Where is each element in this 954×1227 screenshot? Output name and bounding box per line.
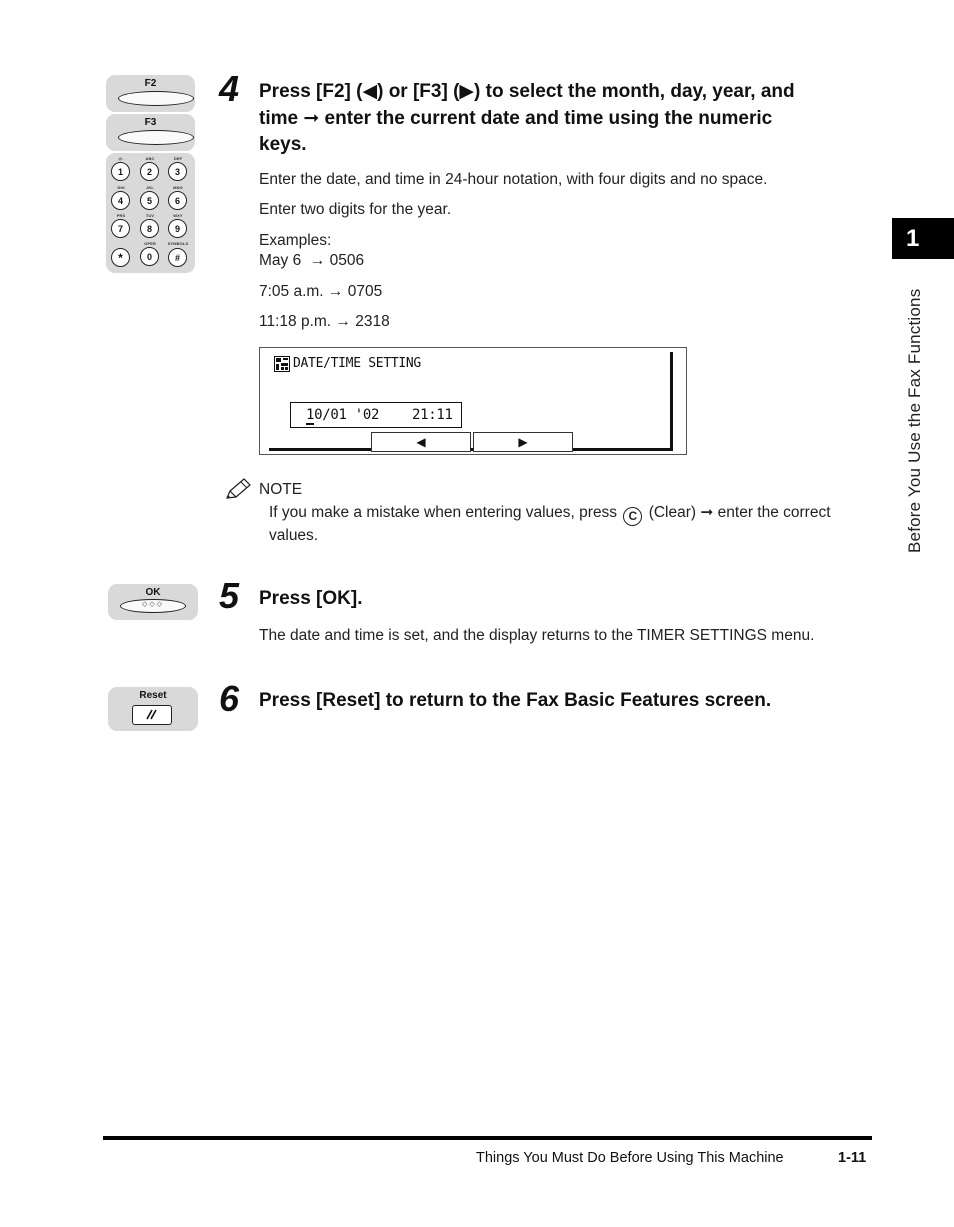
- page-number: 1-11: [838, 1150, 867, 1166]
- fax-icon: [274, 356, 290, 372]
- reset-key-button: [132, 705, 172, 725]
- step-6-heading: Press [Reset] to return to the Fax Basic Features screen.: [259, 690, 772, 711]
- chapter-title-vertical: Before You Use the Fax Functions: [905, 288, 924, 553]
- step-4-heading-line-2: time ➞ enter the current date and time using the numeric: [259, 107, 773, 129]
- step-6-number: 6: [219, 678, 240, 719]
- key-2: 2: [140, 162, 159, 181]
- reset-key-label: Reset: [139, 690, 167, 701]
- key-1-letters: @.: [118, 156, 124, 161]
- date-time-entry-field: [290, 402, 462, 428]
- step-4-heading: [259, 79, 879, 159]
- key-0: 0: [140, 247, 159, 266]
- lcd-right-arrow-button: ▶: [473, 432, 573, 452]
- footer-title: Things You Must Do Before Using This Machine: [476, 1150, 784, 1166]
- lcd-display-screenshot: [259, 347, 687, 455]
- note-text-after: (Clear) ➞ enter the correct: [648, 504, 831, 521]
- step-4-para-1: Enter the date, and time in 24-hour notation, with four digits and no space.: [259, 171, 768, 188]
- key-9-letters: WXY: [173, 213, 183, 218]
- examples-label: Examples:: [259, 232, 332, 249]
- f2-key-label: F2: [144, 78, 157, 89]
- ok-key-label: OK: [145, 587, 161, 598]
- f2-key-panel: [106, 75, 195, 112]
- reset-key-panel: [108, 687, 198, 731]
- key-2-letters: ABC: [145, 156, 155, 161]
- key-8: 8: [140, 219, 159, 238]
- note-text: [269, 503, 879, 546]
- lcd-left-arrow-button: ◀: [371, 432, 471, 452]
- key-6-letters: MNO: [173, 185, 183, 190]
- key-hash-letters: SYMBOLS: [167, 241, 189, 246]
- lcd-inner-panel: [269, 352, 673, 451]
- f3-key-button: [118, 130, 194, 145]
- note-text-line-2: values.: [269, 526, 319, 544]
- numeric-keypad: [106, 153, 195, 273]
- example-2: 7:05 a.m. → 0705: [259, 283, 383, 300]
- ok-key-dots: ◇ ◇ ◇: [142, 601, 163, 608]
- key-5-letters: JKL: [146, 185, 154, 190]
- key-9: 9: [168, 219, 187, 238]
- note-label: NOTE: [259, 481, 303, 498]
- chapter-tab: [892, 218, 954, 259]
- key-3-letters: DEF: [173, 156, 183, 161]
- step-4-number: 4: [219, 68, 240, 109]
- pencil-note-icon: [225, 478, 253, 500]
- f3-key-label: F3: [144, 117, 157, 128]
- step-4-heading-line-3: keys.: [259, 134, 307, 155]
- key-3: 3: [168, 162, 187, 181]
- key-1: 1: [111, 162, 130, 181]
- key-4-letters: GHI: [117, 185, 125, 190]
- key-7-letters: PRS: [116, 213, 126, 218]
- key-5: 5: [140, 191, 159, 210]
- time-value: 21:11: [412, 407, 453, 423]
- key-7: 7: [111, 219, 130, 238]
- step-4-para-2: Enter two digits for the year.: [259, 201, 452, 218]
- step-4-heading-line-1: Press [F2] (◀) or [F3] (▶) to select the month, day, year, and: [259, 81, 795, 102]
- step-5-para: The date and time is set, and the display returns to the TIMER SETTINGS menu.: [259, 627, 815, 644]
- date-value: 10/01 '02: [306, 407, 380, 423]
- footer-rule: [103, 1136, 872, 1140]
- key-4: 4: [111, 191, 130, 210]
- chapter-number: 1: [906, 224, 920, 252]
- key-star: *: [111, 248, 130, 267]
- ok-key-panel: [108, 584, 198, 620]
- f2-key-button: [118, 91, 194, 106]
- example-3: 11:18 p.m. → 2318: [259, 313, 390, 330]
- key-0-letters: OPER: [144, 241, 156, 246]
- f3-key-panel: [106, 114, 195, 151]
- note-text-before: If you make a mistake when entering values, press: [269, 504, 618, 521]
- reset-slash-icon: [133, 706, 170, 723]
- lcd-title: DATE/TIME SETTING: [293, 356, 421, 371]
- example-1: May 6 → 0506: [259, 252, 365, 269]
- clear-key-icon: C: [623, 507, 642, 526]
- step-5-heading: Press [OK].: [259, 588, 363, 609]
- key-hash: #: [168, 248, 187, 267]
- step-5-number: 5: [219, 575, 240, 616]
- key-6: 6: [168, 191, 187, 210]
- text-cursor: [306, 423, 314, 425]
- key-8-letters: TUV: [145, 213, 155, 218]
